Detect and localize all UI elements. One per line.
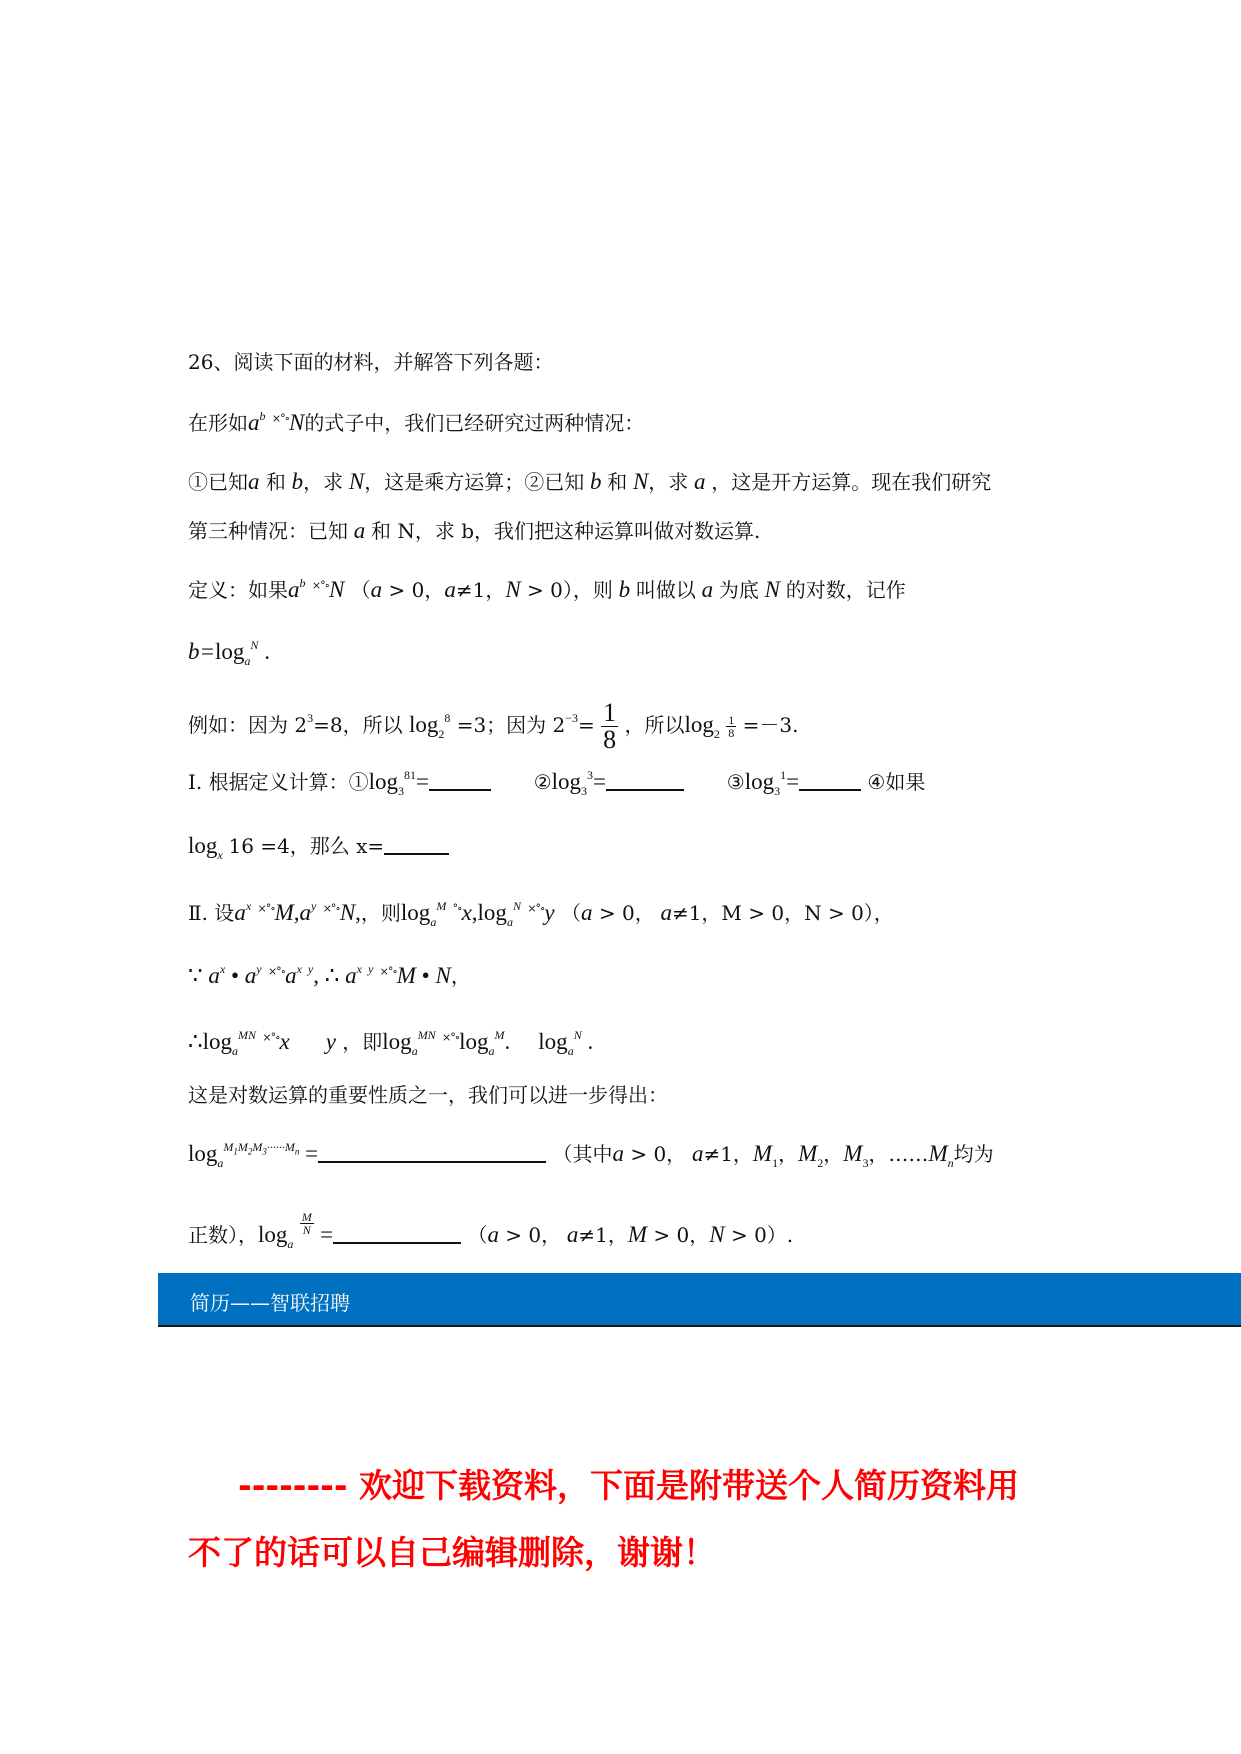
property-line: 这是对数运算的重要性质之一，我们可以进一步得出： xyxy=(188,1083,668,1107)
answer-blank-5[interactable] xyxy=(318,1143,546,1163)
general-formula-line: $\log_a^{M_1M_2M_3\cdot\cdot\cdot\cdot\cdot\cdot M_n}$ = （其中a > 0， a≠1，$M_1$，$M_2$，$M_3$，$\dots\dots M_n$均为 xyxy=(188,1140,994,1170)
definition-notation: $b=\log_a^N$ . xyxy=(188,638,270,668)
fraction-exp: $\frac{1}{8}$ xyxy=(728,713,735,740)
part-1-line-2: $\log_x 16 =4$，那么 x= xyxy=(188,834,449,857)
answer-blank-6[interactable] xyxy=(333,1224,461,1244)
problem-heading: 26、阅读下面的材料，并解答下列各题： xyxy=(188,350,554,374)
intro-line: 在形如$a^b$ ×°∘N的式子中，我们已经研究过两种情况： xyxy=(188,409,645,435)
cases-line-2: 第三种情况：已知 a 和 N，求 b，我们把这种运算叫做对数运算. xyxy=(188,518,761,543)
answer-blank-3[interactable] xyxy=(799,771,861,791)
resume-banner xyxy=(158,1273,1241,1327)
example-line: 例如：因为 $2^3=8$，所以 $\log_2^8 =3$；因为 $2^{-3}=$ $\frac{1}{8}$ ，所以$\log_2$ $\frac{1}{8}$ =－3. xyxy=(188,698,799,754)
fraction-one-eighth: $\frac{1}{8}$ xyxy=(603,698,617,754)
cases-line-1: ①已知a 和 b，求 N，这是乘方运算；②已知 b 和 N，求 a ，这是开方运算。现在我们研究 xyxy=(188,469,992,494)
notice-line-1: -------- 欢迎下载资料，下面是附带送个人简历资料用 xyxy=(238,1466,1020,1505)
answer-blank-2[interactable] xyxy=(606,771,684,791)
part-1-line: Ⅰ. 根据定义计算：$①\log_3^{81}=$ $②\log_3^3=$ $③\log_3^1=$ ④如果 xyxy=(188,768,926,798)
therefore-line: $\therefore\log_a^{MN}$ ×°∘x y ，即$\log_a^{MN} ^{\times^\circ\circ}\log_a^M$. $\log_a^N$ . xyxy=(188,1028,594,1058)
part-2-line: Ⅱ. 设$a^x$ $^{\times^\circ\circ}M,a^y$ ×°∘N,，则$\log_a^M ^{^\circ\circ}x,\log_a^N$ ×°∘y （a > 0， a≠1，M > 0，N > 0）， xyxy=(188,899,894,929)
notice-line-2: 不了的话可以自己编辑删除，谢谢！ xyxy=(188,1533,716,1572)
since-line: ∵ $a^x$ • $a^y$ $^{\times^\circ\circ}a^{x y}$, ∴ $a^{x y}$ ×°∘M • N， xyxy=(188,962,471,988)
banner-title: 简历——智联招聘 xyxy=(190,1291,350,1315)
definition-line: 定义：如果$a^b$ ×°∘N （a > 0，a≠1，N > 0），则 b 叫做以 a 为底 N 的对数，记作 xyxy=(188,576,906,602)
fraction-m-over-n: $\frac{M}{N}$ xyxy=(301,1210,312,1237)
answer-blank-1[interactable] xyxy=(429,771,491,791)
quotient-line: 正数），$\log_a$ $\frac{M}{N}$ = （a > 0， a≠1，M > 0，N > 0）. xyxy=(188,1210,794,1251)
answer-blank-4[interactable] xyxy=(384,837,449,855)
